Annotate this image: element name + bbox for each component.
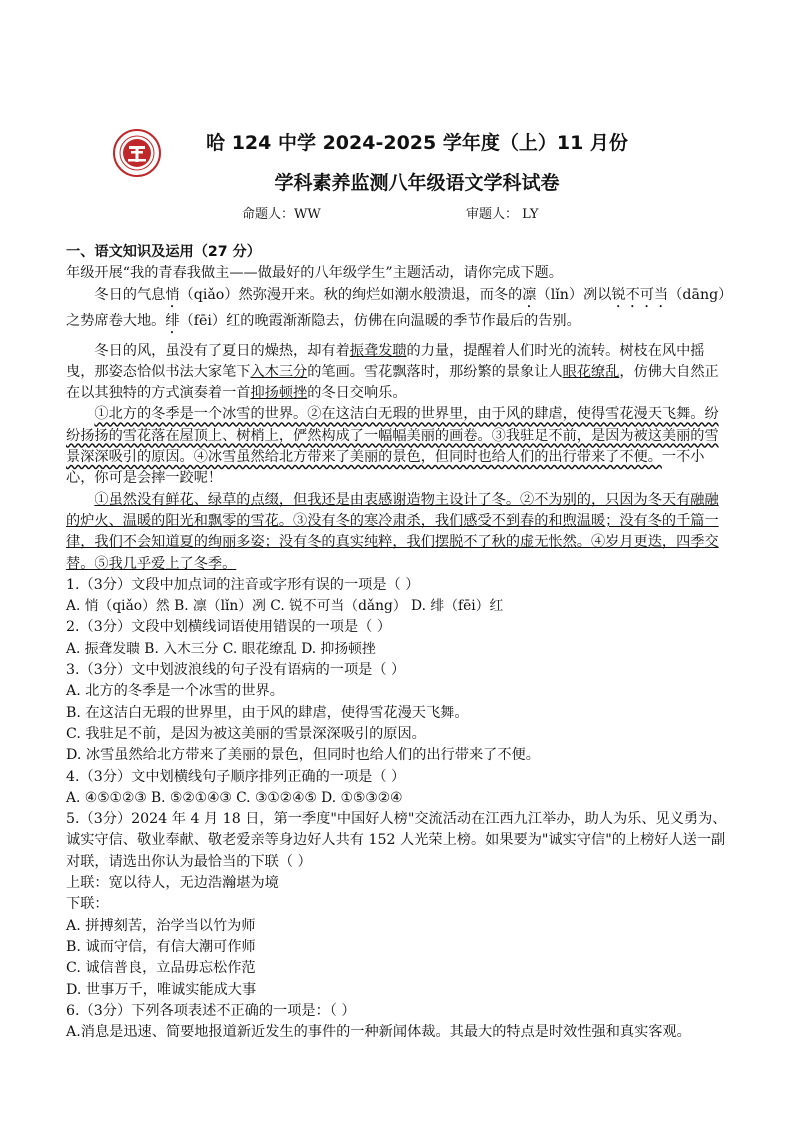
- question-5-upper-couplet: 上联：宽以待人，无边浩瀚堪为境: [66, 875, 279, 892]
- exam-body: [66, 242, 728, 1043]
- question-6-stem: 6.（3分）下列各项表述不正确的一项是：（ ）: [66, 1002, 356, 1019]
- dotted-word: 锐不可当: [611, 286, 669, 303]
- underlined-word: 入木三分: [250, 363, 308, 380]
- question-6-option-a: A.消息是迅速、简要地报道新近发生的事件的一种新闻体裁。其最大的特点是时效性强和真实客观。: [66, 1024, 691, 1041]
- question-3-stem: 3.（3分）文中划波浪线的句子没有语病的一项是（ ）: [66, 662, 406, 679]
- question-2-stem: 2.（3分）文段中划横线词语使用错误的一项是（ ）: [66, 619, 392, 636]
- question-3-option-b: B. 在这洁白无瑕的世界里，由于风的肆虐，使得雪花漫天飞舞。: [66, 704, 469, 721]
- passage-paragraph-1: [66, 285, 728, 337]
- question-5-lower-couplet-label: 下联：: [66, 896, 109, 913]
- question-3-option-a: A. 北方的冬季是一个冰雪的世界。: [66, 683, 284, 700]
- underlined-word: 眼花缭乱: [562, 363, 620, 380]
- question-5-option-d: D. 世事万千，唯诚实能成大事: [66, 981, 257, 998]
- text-run: 一不小心，你可是会摔一跤呢！: [66, 449, 705, 487]
- question-5-option-c: C. 诚信普良，立品毋忘松作范: [66, 960, 256, 977]
- question-2-options: A. 振聋发聩 B. 入木三分 C. 眼花缭乱 D. 抑扬顿挫: [66, 640, 376, 657]
- question-setter: 命题人：WW: [242, 207, 321, 222]
- dotted-word: 凛: [522, 286, 537, 303]
- exam-title-line2: 学科素养监测八年级语文学科试卷: [274, 172, 560, 194]
- text-run: 冬日的气息: [94, 286, 166, 303]
- section-heading: 一、语文知识及运用（27 分）: [66, 244, 261, 260]
- text-run: （fēi）红的晚霞渐渐隐去，仿佛在向温暖的季节作最后的告别。: [179, 312, 581, 329]
- underlined-word: 振聋发聩: [349, 342, 407, 359]
- dotted-word: 悄: [165, 286, 180, 303]
- text-run: （dāng）之势席卷大地。: [66, 286, 726, 329]
- text-run: 冬日的风，虽没有了夏日的燥热，却有着: [94, 342, 350, 359]
- question-1-options: A. 悄（qiǎo）然 B. 凛（lǐn）冽 C. 锐不可当（dǎng） D. 绯（fēi）红: [66, 598, 504, 615]
- question-1-stem: 1.（3分）文段中加点词的注音或字形有误的一项是（ ）: [66, 576, 420, 593]
- text-run: （qiǎo）然弥漫开来。秋的绚烂如潮水般溃退，而冬的: [179, 286, 523, 303]
- passage-paragraph-3: [66, 404, 728, 489]
- exam-title-line1: 哈 124 中学 2024-2025 学年度（上）11 月份: [206, 132, 628, 154]
- question-4-options: A. ④⑤①②③ B. ⑤②①④③ C. ③①②④⑤ D. ①⑤③②④: [66, 789, 403, 806]
- passage-paragraph-2: [66, 341, 728, 405]
- text-run: 的笔画。雪花飘落时，那纷繁的景象让人: [307, 363, 563, 380]
- question-3-option-c: C. 我驻足不前，是因为被这美丽的雪景深深吸引的原因。: [66, 725, 426, 742]
- text-run: ，仿佛大自然正在以其独特的方式演奏着一首: [66, 363, 719, 402]
- question-reviewer: 审题人： LY: [466, 207, 539, 222]
- question-5-stem: 5.（3分）2024 年 4 月 18 日，第一季度"中国好人榜"交流活动在江西九江举办，助人为乐、见义勇为、诚实守信、敬业奉献、敬老爱亲等身边好人共有 152 人光荣上榜。如果要为"诚实守信"的上榜好人送一副对联，请选出你认为最恰当的下联（ ）: [66, 811, 727, 870]
- text-run: 的力量，提醒着人们时光的流转。树枝在风中摇曳，那姿态恰似书法大家笔下: [66, 342, 705, 380]
- question-3-option-d: D. 冰雪虽然给北方带来了美丽的景色，但同时也给人们的出行带来了不便。: [66, 747, 540, 764]
- text-run: 的冬日交响乐。: [307, 385, 407, 402]
- text-run: （lǐn）冽以: [536, 286, 612, 303]
- question-5-option-b: B. 诚而守信，有信大潮可作师: [66, 938, 256, 955]
- underlined-word: 抑扬顿挫: [250, 385, 308, 402]
- passage-paragraph-4: ①虽然没有鲜花、绿草的点缀，但我还是由衷感谢造物主设计了冬。②不为别的，只因为冬天有融融的炉火、温暖的阳光和飘零的雪花。③没有冬的寒冷肃杀，我们感受不到春的和煦温暖；没有冬的千篇一律，我们不会知道夏的绚丽多姿；没有冬的真实纯粹，我们摆脱不了秋的虚无怅然。④岁月更迭，四季交替。⑤我几乎爱上了冬季。: [66, 491, 719, 572]
- activity-intro: 年级开展“我的青春我做主——做最好的八年级学生”主题活动，请你完成下题。: [66, 265, 563, 282]
- question-4-stem: 4.（3分）文中划横线句子顺序排列正确的一项是（ ）: [66, 768, 406, 785]
- wavy-underlined-sentences: ①北方的冬季是一个冰雪的世界。②在这洁白无瑕的世界里，由于风的肆虐，使得雪花漫天飞舞。纷纷扬扬的雪花落在屋顶上、树梢上，俨然构成了一幅幅美丽的画卷。③我驻足不前，是因为被这美丽的雪景深深吸引的原因。④冰雪虽然给北方带来了美丽的景色，但同时也给人们的出行带来了不便。: [66, 406, 719, 466]
- question-5-option-a: A. 拼搏刻苦，治学当以竹为师: [66, 917, 256, 934]
- dotted-word: 绯: [165, 312, 180, 329]
